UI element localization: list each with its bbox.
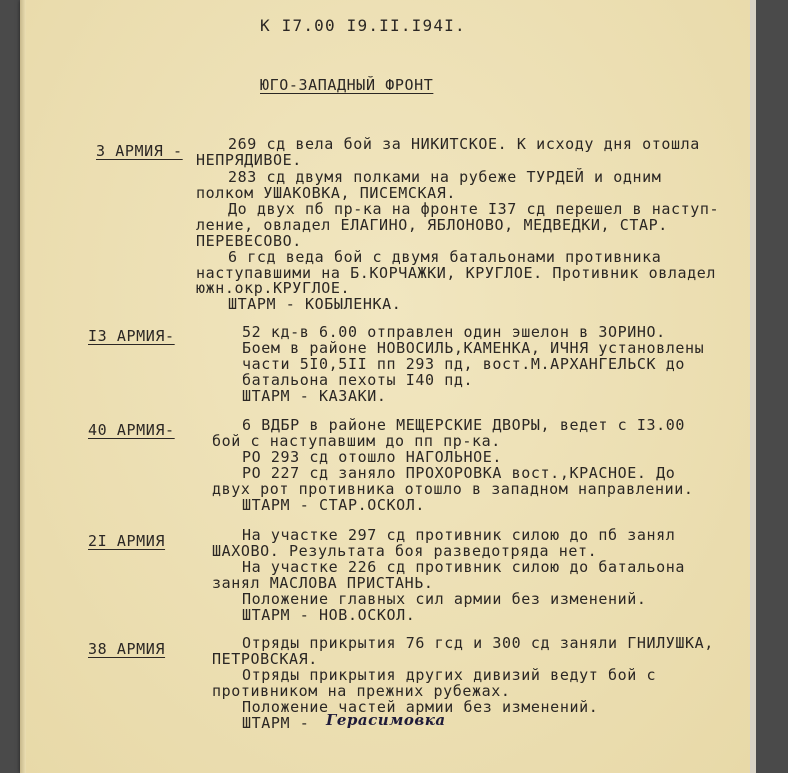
report-line: ШАХОВО. Результата боя разведотряда нет. bbox=[212, 542, 598, 560]
army-label-21: 2I АРМИЯ bbox=[88, 532, 166, 550]
report-line: РО 227 сд заняло ПРОХОРОВКА вост.,КРАСНОЕ. До bbox=[242, 464, 676, 482]
army-label-38: 38 АРМИЯ bbox=[88, 640, 166, 658]
document-page bbox=[20, 0, 750, 773]
report-line: ПЕТРОВСКАЯ. bbox=[212, 650, 318, 668]
report-line: 269 сд вела бой за НИКИТСКОЕ. К исходу дня отошла bbox=[228, 135, 700, 153]
report-line: противником на прежних рубежах. bbox=[212, 682, 511, 700]
army-label-40: 40 АРМИЯ- bbox=[88, 421, 175, 439]
report-line: ление, овладел ЕЛАГИНО, ЯБЛОНОВО, МЕДВЕДКИ, СТАР. bbox=[196, 216, 668, 234]
army-label-13: I3 АРМИЯ- bbox=[88, 327, 175, 345]
report-line: наступавшими на Б.КОРЧАЖКИ, КРУГЛОЕ. Противник овладел bbox=[196, 264, 717, 282]
staff-location: ШТАРМ - КОБЫЛЕНКА. bbox=[228, 295, 402, 313]
report-line: На участке 297 сд противник силою до пб занял bbox=[242, 526, 676, 544]
report-line: южн.окр.КРУГЛОЕ. bbox=[196, 279, 351, 297]
page-fold-shadow bbox=[20, 0, 26, 773]
handwritten-annotation: Герасимовка bbox=[326, 711, 446, 729]
report-line: Отряды прикрытия 76 гсд и 300 сд заняли ГНИЛУШКА, bbox=[242, 634, 714, 652]
report-line: 283 сд двумя полками на рубеже ТУРДЕЙ и одним bbox=[228, 168, 662, 186]
report-line: Положение главных сил армии без изменений. bbox=[242, 590, 647, 608]
report-line: Отряды прикрытия других дивизий ведут бой с bbox=[242, 666, 657, 684]
front-title: ЮГО-ЗАПАДНЫЙ ФРОНТ bbox=[260, 76, 434, 94]
report-line: батальона пехоты I40 пд. bbox=[242, 371, 474, 389]
report-line: двух рот противника отошло в западном направлении. bbox=[212, 480, 694, 498]
report-line: 52 кд-в 6.00 отправлен один эшелон в ЗОРИНО. bbox=[242, 323, 666, 341]
report-line: полком УШАКОВКА, ПИСЕМСКАЯ. bbox=[196, 184, 457, 202]
report-line: части 5I0,5II пп 293 пд, вост.М.АРХАНГЕЛЬСК до bbox=[242, 355, 686, 373]
report-line: НЕПРЯДИВОЕ. bbox=[196, 151, 302, 169]
report-line: ПЕРЕВЕСОВО. bbox=[196, 232, 302, 250]
report-line: На участке 226 сд противник силою до батальона bbox=[242, 558, 686, 576]
report-line: Боем в районе НОВОСИЛЬ,КАМЕНКА, ИЧНЯ установлены bbox=[242, 339, 705, 357]
viewer-edge-strip bbox=[750, 0, 756, 773]
staff-location: ШТАРМ - СТАР.ОСКОЛ. bbox=[242, 496, 425, 514]
report-line: 6 гсд веда бой с двумя батальонами противника bbox=[228, 248, 662, 266]
staff-location: ШТАРМ - КАЗАКИ. bbox=[242, 387, 387, 405]
staff-location: ШТАРМ - bbox=[242, 714, 320, 732]
report-line: занял МАСЛОВА ПРИСТАНЬ. bbox=[212, 574, 434, 592]
army-label-3: 3 АРМИЯ - bbox=[96, 142, 183, 160]
date-header: К I7.00 I9.II.I94I. bbox=[260, 16, 466, 35]
report-line: бой с наступавшим до пп пр-ка. bbox=[212, 432, 501, 450]
report-line: До двух пб пр-ка на фронте I37 сд перешел в наступ- bbox=[228, 200, 720, 218]
report-line: РО 293 сд отошло НАГОЛЬНОЕ. bbox=[242, 448, 503, 466]
report-line: Положение частей армии без изменений. bbox=[242, 698, 599, 716]
staff-location: ШТАРМ - НОВ.ОСКОЛ. bbox=[242, 606, 416, 624]
report-line: 6 ВДБР в районе МЕЩЕРСКИЕ ДВОРЫ, ведет с I3.00 bbox=[242, 416, 686, 434]
